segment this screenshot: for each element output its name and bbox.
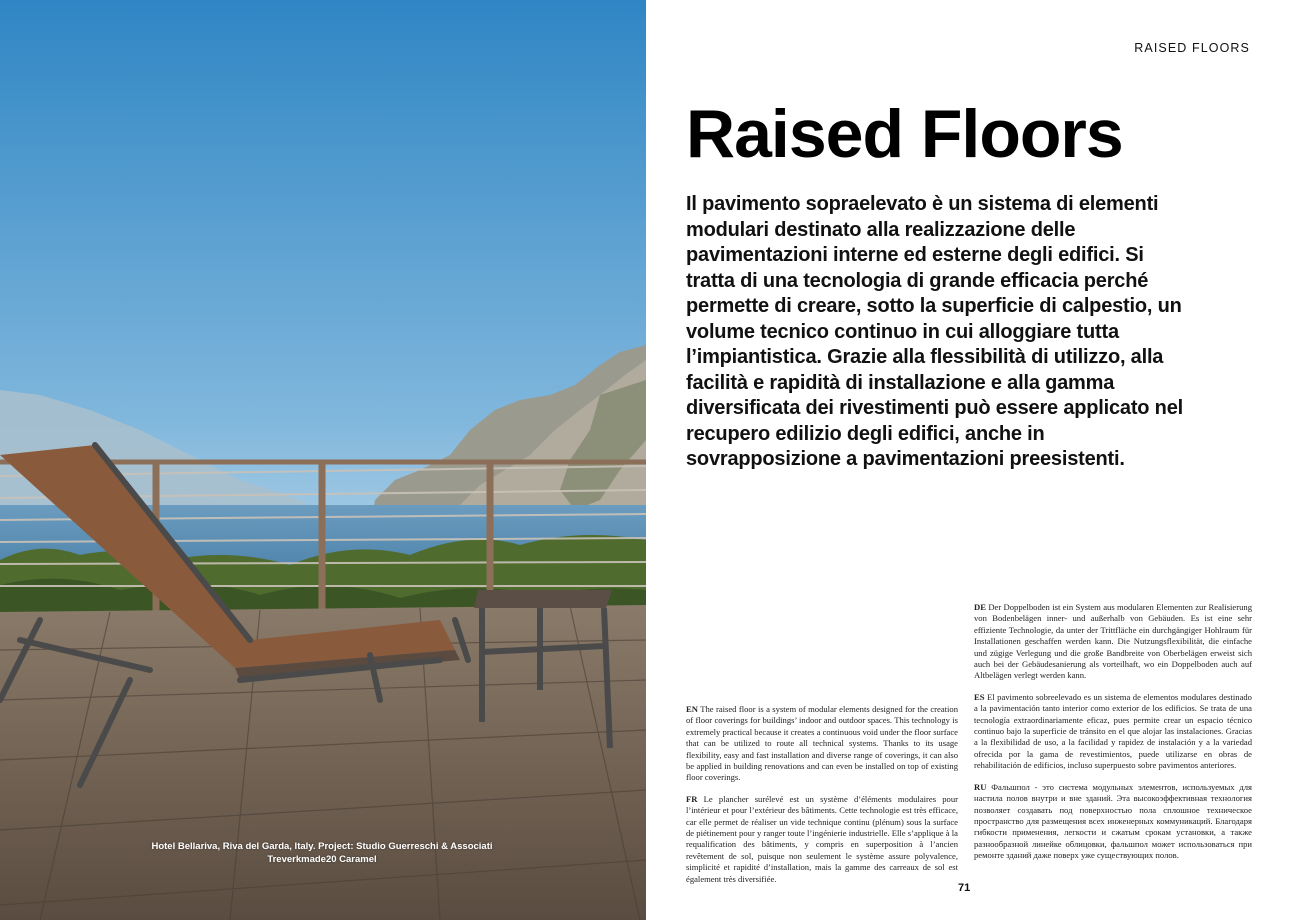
- page-title: Raised Floors: [686, 96, 1123, 172]
- translation-text-fr: Le plancher surélevé est un système d’éléments modulaires pour l’intérieur et pour l’extérieur des bâtiments. Cette technologie est très efficace, car elle permet de réaliser un vide technique continu (plénum) sous la surface de piétinement pour y ranger toute l’ingénierie industrielle. Elle s’applique à la requalification des bâtiments, y compris en superposition à l’ancien revêtement de sol, puisque non seulement le système assure polyvalence, simplicité et rapidité d’installation, mais la gamme des carreaux de sol est également très diversifiée.: [686, 793, 958, 884]
- lang-code-ru: RU: [974, 781, 987, 792]
- translation-text-de: Der Doppelboden ist ein System aus modularen Elementen zur Realisierung von Bodenbelägen inner- und außerhalb von Gebäuden. Es ist eine sehr effiziente Technologie, da unter der Trittfläche ein durchgängiger Hohlraum für Installationen geschaffen werden kann. Die Nutzungsflexibilität, die einfache und zügige Verlegung und die große Bandbreite von Oberbelägen erweist sich auch bei der Gebäudesanierung als vorteilhaft, wo ein Doppelboden auch auf Altbelägen verlegt werden kann.: [974, 602, 1252, 681]
- caption-product: Treverkmade20 Caramel: [267, 854, 377, 865]
- translation-de: [974, 602, 1252, 682]
- lang-code-es: ES: [974, 691, 985, 702]
- translation-text-es: El pavimento sobreelevado es un sistema de elementos modulares destinado a la pavimentación tanto interior como exterior de los edificios. Se trata de una tecnología extraordinariamente eficaz, pues permite crear un espacio técnico continuo bajo la superficie de tránsito en el que alojar las instalaciones. Gracias a la flexibilidad de uso, a la facilidad y rapidez de instalación y a la variedad ofrecida por la gama de revestimientos, puede utilizarse en obras de rehabilitación de edificios, incluso superpuesto sobre pavimentos anteriores.: [974, 691, 1252, 771]
- translation-fr: [686, 794, 958, 885]
- translation-ru: [974, 782, 1252, 862]
- caption-project: Hotel Bellariva, Riva del Garda, Italy. Project: Studio Guerreschi & Associati: [151, 841, 493, 852]
- lang-code-en: EN: [686, 704, 698, 714]
- translation-es: [974, 692, 1252, 772]
- translation-en: [686, 704, 958, 784]
- page-number: 71: [958, 882, 971, 894]
- lang-code-de: DE: [974, 602, 986, 612]
- translations-column-left: [686, 704, 958, 895]
- translations-column-right: [974, 602, 1252, 872]
- lang-code-fr: FR: [686, 793, 698, 804]
- translation-text-ru: Фальшпол - это система модульных элементов, используемых для настила полов внутри и вне зданий. Эта высокоэффективная технология позволяет создавать под поверхностью пола сплошное техническое пространство для размещения всех инженерных коммуникаций. Благодаря гибкости применения, легкости и сжатым срокам установки, а также разнообразной линейке облицовки, фальшпол может использоваться при ремонте зданий даже поверх уже существующих полов.: [974, 781, 1252, 861]
- translation-text-en: The raised floor is a system of modular elements designed for the creation of floor coverings for buildings’ indoor and outdoor spaces. This technology is extremely practical because it creates a continuous void under the floor surface that can be utilized to route all technical systems. Thanks to its usage flexibility, easy and fast installation and diverse range of coverings, it can also be applied in building renovations and can even be installed on top of existing floor coverings.: [686, 704, 958, 783]
- intro-paragraph: Il pavimento sopraelevato è un sistema di elementi modulari destinato alla realizzazione delle pavimentazioni interne ed esterne degli edifici. Si tratta di una tecnologia di grande efficacia perché permette di creare, sotto la superficie di calpestio, un volume tecnico continuo in cui alloggiare tutta l’impiantistica. Grazie alla flessibilità di utilizzo, alla facilità e rapidità di installazione e alla gamma diversificata dei rivestimenti può essere applicato nel recupero edilizio degli edifici, anche in sovrapposizione a pavimentazioni preesistenti.: [686, 193, 1183, 470]
- photo-caption: [150, 840, 494, 866]
- running-head: RAISED FLOORS: [1134, 41, 1250, 55]
